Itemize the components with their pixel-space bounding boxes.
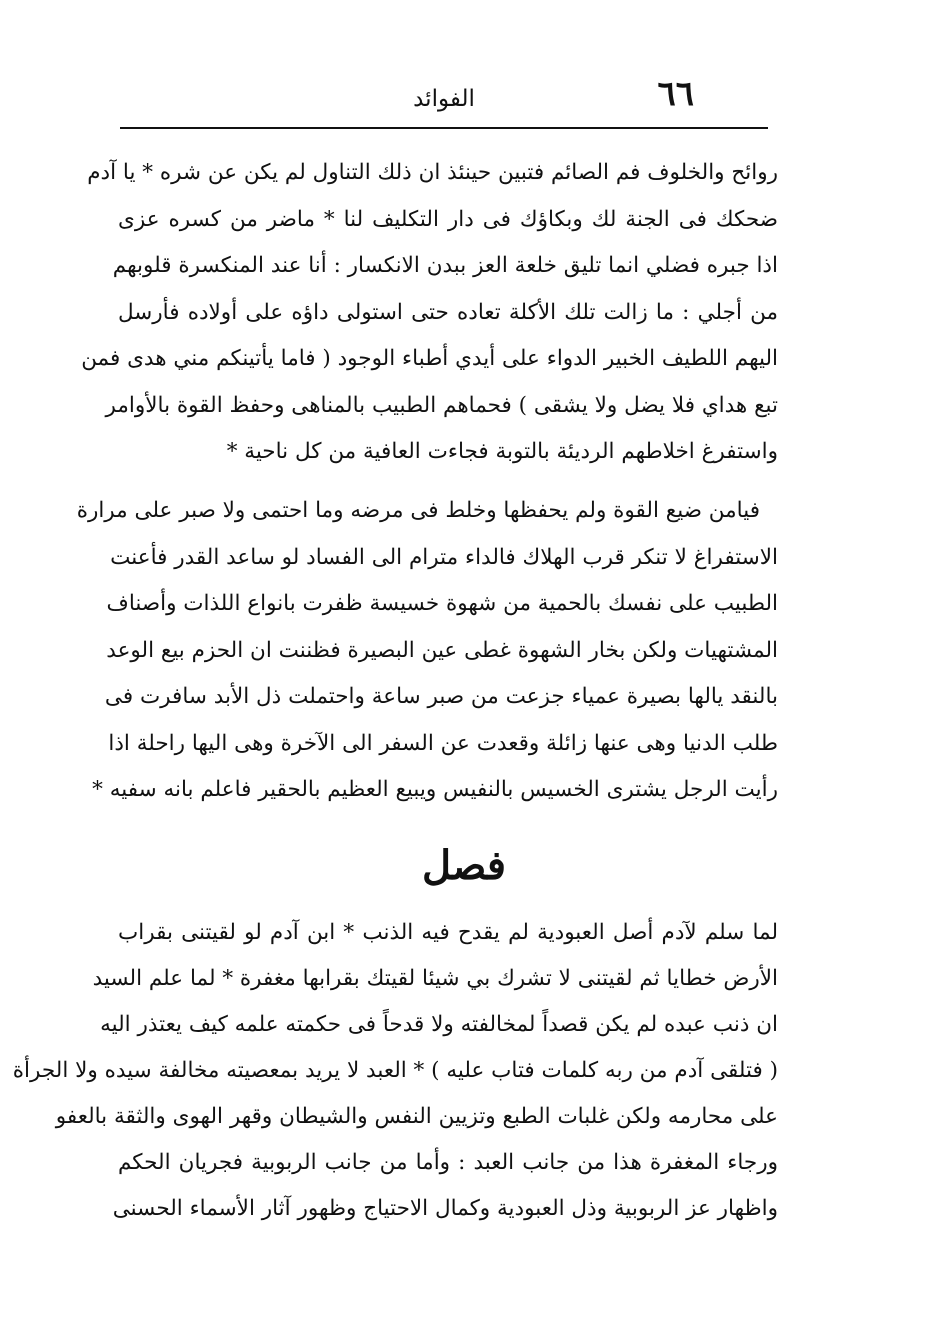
text-line: الأرض خطايا ثم لقيتنى لا تشرك بي شيئا لقيتك بقرابها مغفرة * لما علم السيد [92, 966, 778, 991]
text-line: فيامن ضيع القوة ولم يحفظها وخلط فى مرضه وما احتمى ولا صبر على مرارة [76, 498, 760, 523]
section-heading: فصل [421, 842, 507, 889]
text-line: روائح والخلوف فم الصائم فتبين حينئذ ان ذلك التناول لم يكن عن شره * يا آدم [87, 160, 778, 185]
paragraph-1 [81, 150, 778, 476]
text-line: لما سلم لآدم أصل العبودية لم يقدح فيه الذنب * ابن آدم لو لقيتنى بقراب [118, 920, 778, 945]
paragraph-2 [76, 488, 778, 814]
text-line: على محارمه ولكن غلبات الطبع وتزيين النفس والشيطان وقهر الهوى والثقة بالعفو [55, 1104, 778, 1129]
text-line: واستفرغ اخلاطهم الرديئة بالتوبة فجاءت العافية من كل ناحية * [226, 439, 778, 464]
text-line: رأيت الرجل يشترى الخسيس بالنفيس ويبيع العظيم بالحقير فاعلم بانه سفيه * [92, 777, 778, 802]
header-rule [120, 127, 768, 129]
running-title: الفوائد [413, 86, 475, 112]
text-line: الطبيب على نفسك بالحمية من شهوة خسيسة ظفرت بانواع اللذات وأصناف [106, 591, 778, 616]
page-header [120, 72, 768, 124]
text-line: تبع هداي فلا يضل ولا يشقى ) فحماهم الطبيب بالمناهى وحفظ القوة بالأوامر [105, 392, 778, 418]
text-line: المشتهيات ولكن بخار الشهوة غطى عين البصيرة فظننت ان الحزم بيع الوعد [106, 637, 778, 663]
text-line: الاستفراغ لا تنكر قرب الهلاك فالداء مترام الى الفساد لو ساعد القدر فأعنت [110, 544, 778, 570]
text-line: من أجلي : ما زالت تلك الأكلة تعاده حتى استولى داؤه على أولاده فأرسل [118, 299, 778, 325]
text-line: ان ذنب عبده لم يكن قصداً لمخالفته ولا قدحاً فى حكمته علمه كيف يعتذر اليه [100, 1012, 778, 1037]
text-line: ( فتلقى آدم من ربه كلمات فتاب عليه ) * العبد لا يريد بمعصيته مخالفة سيده ولا الجرأة [12, 1058, 778, 1083]
text-line: واظهار عز الربوبية وذل العبودية وكمال الاحتياج وظهور آثار الأسماء الحسنى [112, 1196, 778, 1221]
text-line: طلب الدنيا وهى عنها زائلة وقعدت عن السفر الى الآخرة وهى اليها راحلة اذا [108, 730, 778, 756]
text-line: ورجاء المغفرة هذا من جانب العبد : وأما من جانب الربوبية فجريان الحكم [118, 1150, 778, 1175]
text-line: ضحكك فى الجنة لك وبكاؤك فى دار التكليف لنا * ماضر من كسره عزى [118, 206, 778, 232]
text-line: اذا جبره فضلي انما تليق خلعة العز ببدن الانكسار : أنا عند المنكسرة قلوبهم [112, 253, 778, 278]
text-line: بالنقد يالها بصيرة عمياء جزعت من صبر ساعة واحتملت ذل الأبد سافرت فى [104, 684, 778, 709]
page-number: ٦٦ [657, 74, 694, 114]
paragraph-3 [12, 910, 778, 1232]
text-line: اليهم اللطيف الخبير الدواء على أيدي أطباء الوجود ( فاما يأتينكم مني هدى فمن [81, 346, 778, 371]
